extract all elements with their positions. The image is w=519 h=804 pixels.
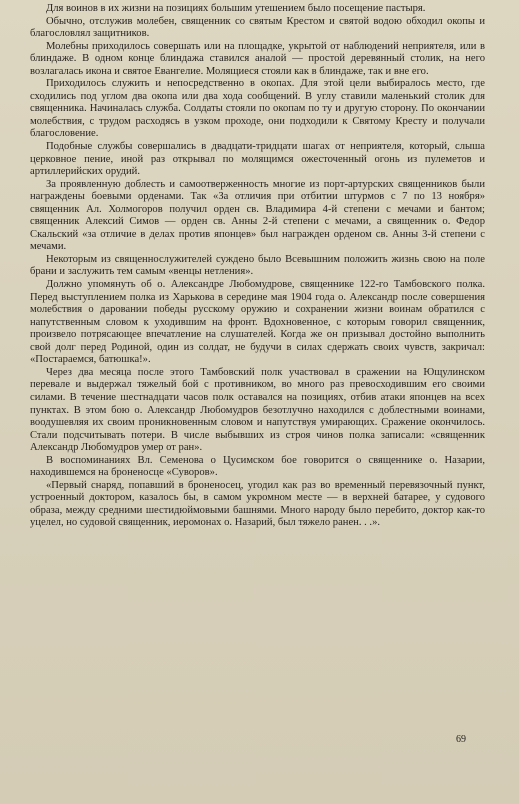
text-column [30,3,485,530]
paragraph-4: Приходилось служить и непосредственно в окопах. Для этой цели выбиралось место, где сходились под углом два окопа или два хода сообщений. В углу ставили маленький столик для священника. Начиналась служба. Солдаты стояли по окопам по ту и другую сторону. По окончании молебствия, с трудом расходясь в узком проходе, они подходили к Святому Кресту и получали благословение. [30,78,485,140]
paragraph-5: Подобные службы совершались в двадцати-тридцати шагах от неприятеля, который, слыша церковное пение, иной раз открывал по молящимся ожесточенный огонь из пулеметов и артиллерийских орудий. [30,141,485,178]
paragraph-8: Должно упомянуть об о. Александре Любомудрове, священнике 122-го Тамбовского полка. Перед выступлением полка из Харькова в середине мая 1904 года о. Александр после совершения молебствия о даровании победы русскому оружию и сохранении жизни воинам обратился с напутственным словом к уходившим на фронт. Вдохновенное, с которым говорил священник, произвело потрясающее впечатление на слушателей. Когда же он призывал достойно выполнить свой долг перед Родиной, один из солдат, не будучи в силах сдержать своих чувств, закричал: «Постараемся, батюшка!». [30,279,485,366]
paragraph-1: Для воинов в их жизни на позициях большим утешением было посещение пастыря. [46,3,426,14]
paragraph-6: За проявленную доблесть и самоотверженность многие из порт-артурских священников были награждены боевыми орденами. Так «За отличия при отбитии штурмов с 7 по 13 ноября» священник Ал. Холмогоров получил орден св. Владимира 4-й степени с мечами и бантом; священник Алексий Симов — орден св. Анны 2-й степени с мечами, а священник о. Федор Скальский «за отличие в делах против японцев» был награжден орденом св. Анны 3-й степени с мечами. [30,178,485,253]
paragraph-9: Через два месяца после этого Тамбовский полк участвовал в сражении на Ющулинском перевале и выдержал тяжелый бой с противником, во много раз превосходившим его своими силами. В течение шестнадцати часов полк оставался на позициях, отбив атаки японцев на всех пунктах. В этом бою о. Александр Любомудров безотлучно находился с доблестными воинами, воодушевляя их своим проникновенным словом и напутствуя умирающих. Сражение окончилось. Стали подсчитывать потери. В числе выбывших из строя чинов полка записали: «священник Александр Любомудров умер от ран». [30,366,485,454]
paragraph-11: «Первый снаряд, попавший в броненосец, угодил как раз во временный перевязочный пункт, устроенный доктором, казалось бы, в самом укромном месте — в верхней батарее, у судового образа, между средними шестидюймовыми башнями. Много народу было перебито, доктор как-то уцелел, но судовой священник, иеромонах о. Назарий, был тяжело ранен. . .». [30,479,485,529]
page-number: 69 [456,734,466,745]
paragraph-3: Молебны приходилось совершать или на площадке, укрытой от наблюдений неприятеля, или в блиндаже. В одном конце блиндажа ставился аналой — простой деревянный столик, на него возлагалась икона и святое Евангелие. Молящиеся стояли как в блиндаже, так и вне его. [30,40,485,77]
paragraph-10: В воспоминаниях Вл. Семенова о Цусимском бое говорится о священнике о. Назарии, находившемся на броненосце «Суворов». [30,454,485,479]
paragraph-7: Некоторым из священнослужителей суждено было Всевышним положить жизнь свою на поле брани и заслужить тем самым «венцы нетления». [30,253,485,278]
paragraph-2: Обычно, отслужив молебен, священник со святым Крестом и святой водою обходил окопы и благословлял защитников. [30,15,485,40]
